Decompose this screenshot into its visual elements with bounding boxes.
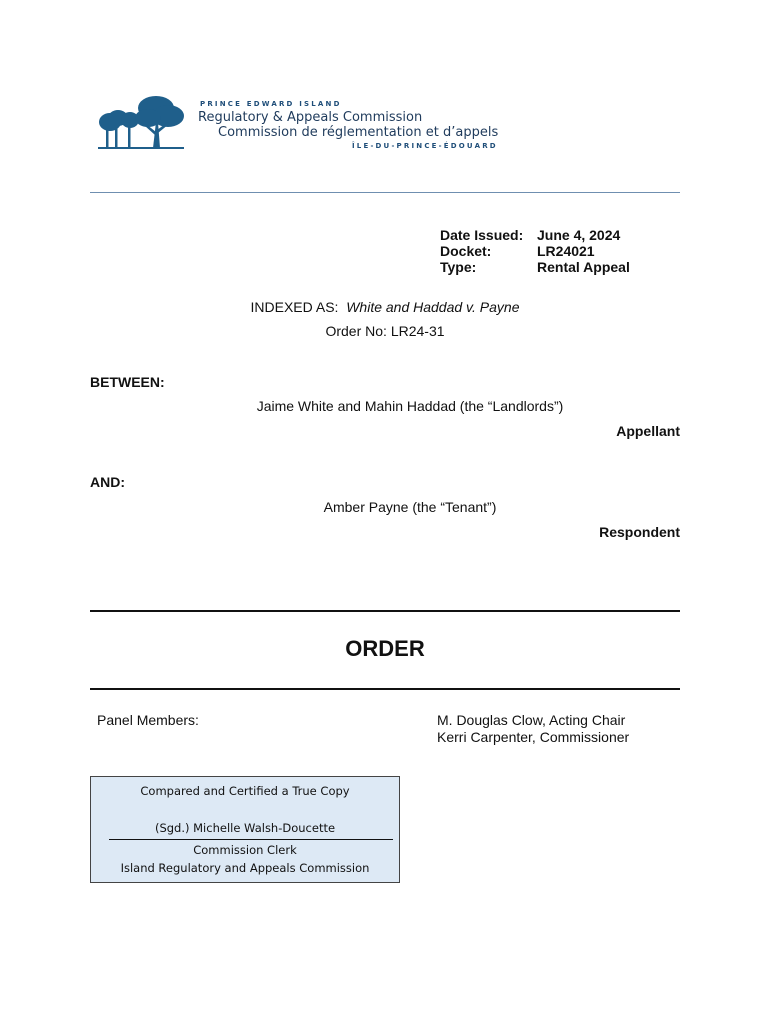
certified-copy-text: Compared and Certified a True Copy <box>140 784 350 798</box>
logo-name-en: Regulatory & Appeals Commission <box>198 110 423 125</box>
and-label: AND: <box>90 474 125 490</box>
appellant-role: Appellant <box>616 423 680 439</box>
logo-name-fr: Commission de réglementation et d’appels <box>218 125 499 140</box>
logo-province-fr: ÎLE-DU-PRINCE-ÉDOUARD <box>352 142 498 150</box>
appellant-name: Jaime White and Mahin Haddad (the “Landlords”) <box>256 398 564 414</box>
type-label: Type: <box>440 259 477 275</box>
panel-members-label: Panel Members: <box>97 712 199 728</box>
respondent-name: Amber Payne (the “Tenant”) <box>323 499 497 515</box>
respondent-role: Respondent <box>599 524 680 540</box>
header-divider <box>90 192 680 193</box>
between-label: BETWEEN: <box>90 374 165 390</box>
order-title: ORDER <box>345 636 425 661</box>
signature-line: (Sgd.) Michelle Walsh-Doucette <box>154 821 336 835</box>
date-issued-value: June 4, 2024 <box>537 227 621 243</box>
docket-value: LR24021 <box>537 243 595 259</box>
clerk-organization: Island Regulatory and Appeals Commission <box>120 861 370 875</box>
indexed-as-label: INDEXED AS: <box>250 299 339 315</box>
docket-label: Docket: <box>440 243 492 259</box>
panel-member-2: Kerri Carpenter, Commissioner <box>437 729 630 745</box>
order-number: Order No: LR24-31 <box>325 323 445 339</box>
indexed-as <box>90 299 680 315</box>
type-value: Rental Appeal <box>537 259 630 275</box>
logo-province-en: PRINCE EDWARD ISLAND <box>200 100 342 108</box>
commission-logo <box>96 92 499 156</box>
date-issued-label: Date Issued: <box>440 227 524 243</box>
indexed-as-value: White and Haddad v. Payne <box>346 299 520 315</box>
order-top-rule <box>90 610 680 612</box>
panel-member-1: M. Douglas Clow, Acting Chair <box>437 712 626 728</box>
clerk-title: Commission Clerk <box>193 843 297 857</box>
order-bottom-rule <box>90 688 680 690</box>
certified-copy-box <box>90 776 400 883</box>
signature-rule <box>109 839 393 840</box>
trees-icon <box>96 92 188 154</box>
